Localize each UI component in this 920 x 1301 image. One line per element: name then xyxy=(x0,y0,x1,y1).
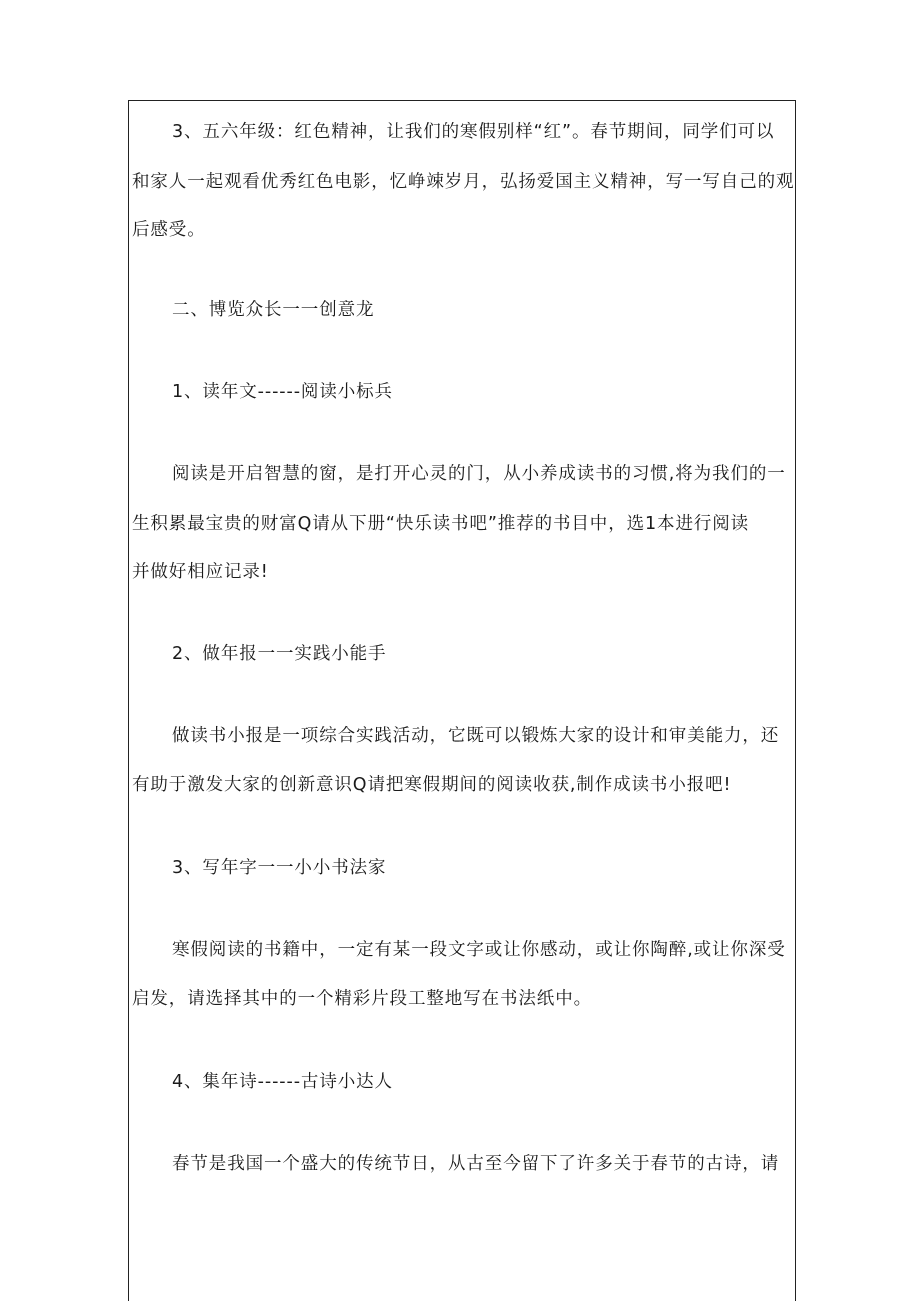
item-title: 1、读年文------阅读小标兵 xyxy=(172,382,393,402)
section-heading: 二、博览众长一一创意龙 xyxy=(172,300,375,320)
paragraph-line: 阅读是开启智慧的窗，是打开心灵的门，从小养成读书的习惯,将为我们的一 xyxy=(172,464,786,484)
paragraph-line: 启发，请选择其中的一个精彩片段工整地写在书法纸中。 xyxy=(132,989,592,1009)
paragraph-line: 后感受。 xyxy=(132,220,206,240)
paragraph-line: 春节是我国一个盛大的传统节日，从古至今留下了许多关于春节的古诗，请 xyxy=(172,1154,780,1174)
paragraph-line: 和家人一起观看优秀红色电影，忆峥竦岁月，弘扬爱国主义精神，写一写自己的观 xyxy=(132,172,795,192)
paragraph-line: 做读书小报是一项综合实践活动，它既可以锻炼大家的设计和审美能力，还 xyxy=(172,726,780,746)
item-title: 4、集年诗------古诗小达人 xyxy=(172,1072,393,1092)
paragraph-line: 并做好相应记录! xyxy=(132,562,269,582)
paragraph-line: 3、五六年级：红色精神，让我们的寒假别样“红”。春节期间，同学们可以 xyxy=(172,122,775,142)
paragraph-line: 有助于激发大家的创新意识Q请把寒假期间的阅读收获,制作成读书小报吧! xyxy=(132,775,732,795)
item-title: 3、写年字一一小小书法家 xyxy=(172,858,387,878)
document-table-frame xyxy=(128,100,796,1301)
item-title: 2、做年报一一实践小能手 xyxy=(172,644,387,664)
paragraph-line: 生积累最宝贵的财富Q请从下册“快乐读书吧”推荐的书目中，选1本进行阅读 xyxy=(132,514,750,534)
paragraph-line: 寒假阅读的书籍中，一定有某一段文字或让你感动，或让你陶醉,或让你深受 xyxy=(172,940,786,960)
